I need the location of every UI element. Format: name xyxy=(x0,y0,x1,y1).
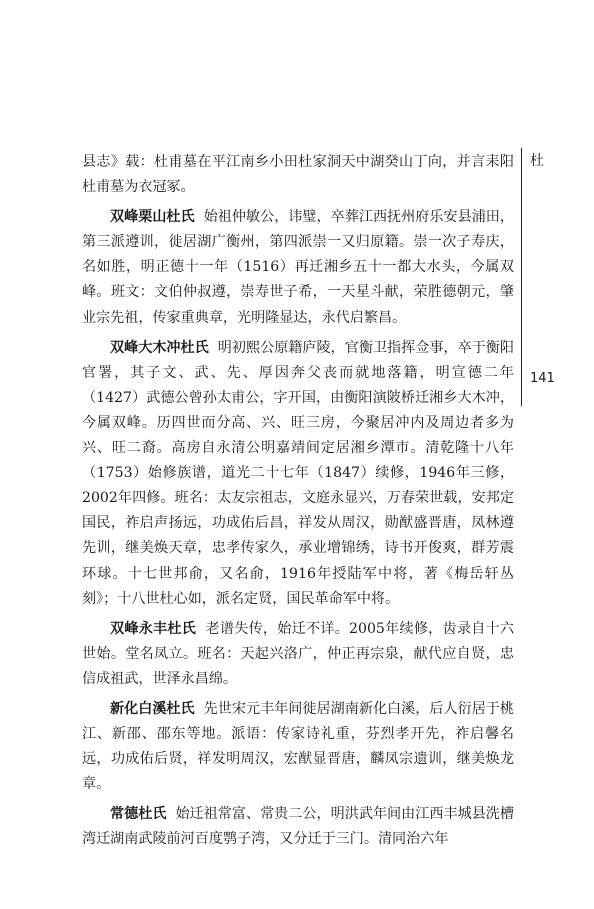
body-text xyxy=(82,150,514,858)
entry-body: 老谱失传，始迁不详。2005年续修，齿录自十六世始。堂名凤立。班名：天起兴洛广，仲正再宗泉，献代应自贤，忠信成祖武，世泽永昌绵。 xyxy=(82,620,514,687)
paragraph-continuation xyxy=(82,150,514,200)
entry-title: 新化白溪杜氏 xyxy=(110,700,195,717)
paragraph-body: 县志》载：杜甫墓在平江南乡小田杜家洞天中湖癸山丁向，并言耒阳杜甫墓为衣冠冢。 xyxy=(82,154,514,196)
entry-title: 双峰栗山杜氏 xyxy=(110,209,195,226)
margin-divider-line xyxy=(521,148,522,406)
page-number: 141 xyxy=(530,371,555,386)
entry-title: 常德杜氏 xyxy=(110,806,167,823)
section-marker: 杜 xyxy=(530,153,544,169)
entry-shuangfeng-yongfeng xyxy=(82,617,514,692)
entry-title: 双峰永丰杜氏 xyxy=(110,620,197,637)
entry-body: 始迁祖常富、常贵二公，明洪武年间由江西丰城县洗槽湾迁湖南武陵前河百度鹗子湾，又分迁于三门。清同治六年 xyxy=(82,806,515,848)
entry-title: 双峰大木冲杜氏 xyxy=(110,339,209,356)
entry-shuangfeng-damuchong xyxy=(82,336,514,612)
entry-changde xyxy=(82,802,514,852)
entry-body: 始祖仲敏公，讳璧，卒葬江西抚州府乐安县浦田，第三派遵训，徙居湖广衡州，第四派崇一又归原籍。崇一次子寿庆，名如胜，明正德十一年（1516）再迁湘乡五十一都大水头，今属双峰。班文：文伯仲叔遵，崇寿世子希，一天星斗献，荣胜德朝元，肇业宗先祖，传家重典章，光明隆显达，永代启繁昌。 xyxy=(82,209,515,326)
entry-xinhua-baixi xyxy=(82,697,514,797)
entry-shuangfeng-lishan xyxy=(82,205,514,330)
entry-body: 明初熙公原籍庐陵，官衡卫指挥佥事，卒于衡阳官署，其子文、武、先、厚因奔父丧而就地落籍，明宣德二年（1427）武德公曾孙太甫公，字开国，由衡阳演陂桥迁湘乡大木冲，今属双峰。历四世而分高、兴、旺三房，今聚居冲内及周边者多为兴、旺二裔。高房自永清公明嘉靖间定居湘乡潭市。清乾隆十八年（1753）始修族谱，道光二十七年（1847）续修，1946年三修，2002年四修。班名：太友宗祖志，文庭永显兴，万春荣世载，安邦定国民，祚启声扬远，功成佑后昌，祥发从周汉，勋猷盛晋唐，凤林遵先训，继美焕天章，忠孝传家久，承业增锦绣，诗书开俊爽，群芳震环球。十七世邦俞，又名俞，1916年授陆军中将，著《梅岳轩丛刻》；十八世杜心如，派名定贤，国民革命军中将。 xyxy=(82,339,515,607)
entry-body: 先世宋元丰年间徙居湖南新化白溪，后人衍居于桃江、新邵、邵东等地。派语：传家诗礼重，芬烈孝开先，祚启馨名远，功成佑后贤，祥发明周汉，宏猷显晋唐，麟凤宗遗训，继美焕龙章。 xyxy=(82,700,515,793)
